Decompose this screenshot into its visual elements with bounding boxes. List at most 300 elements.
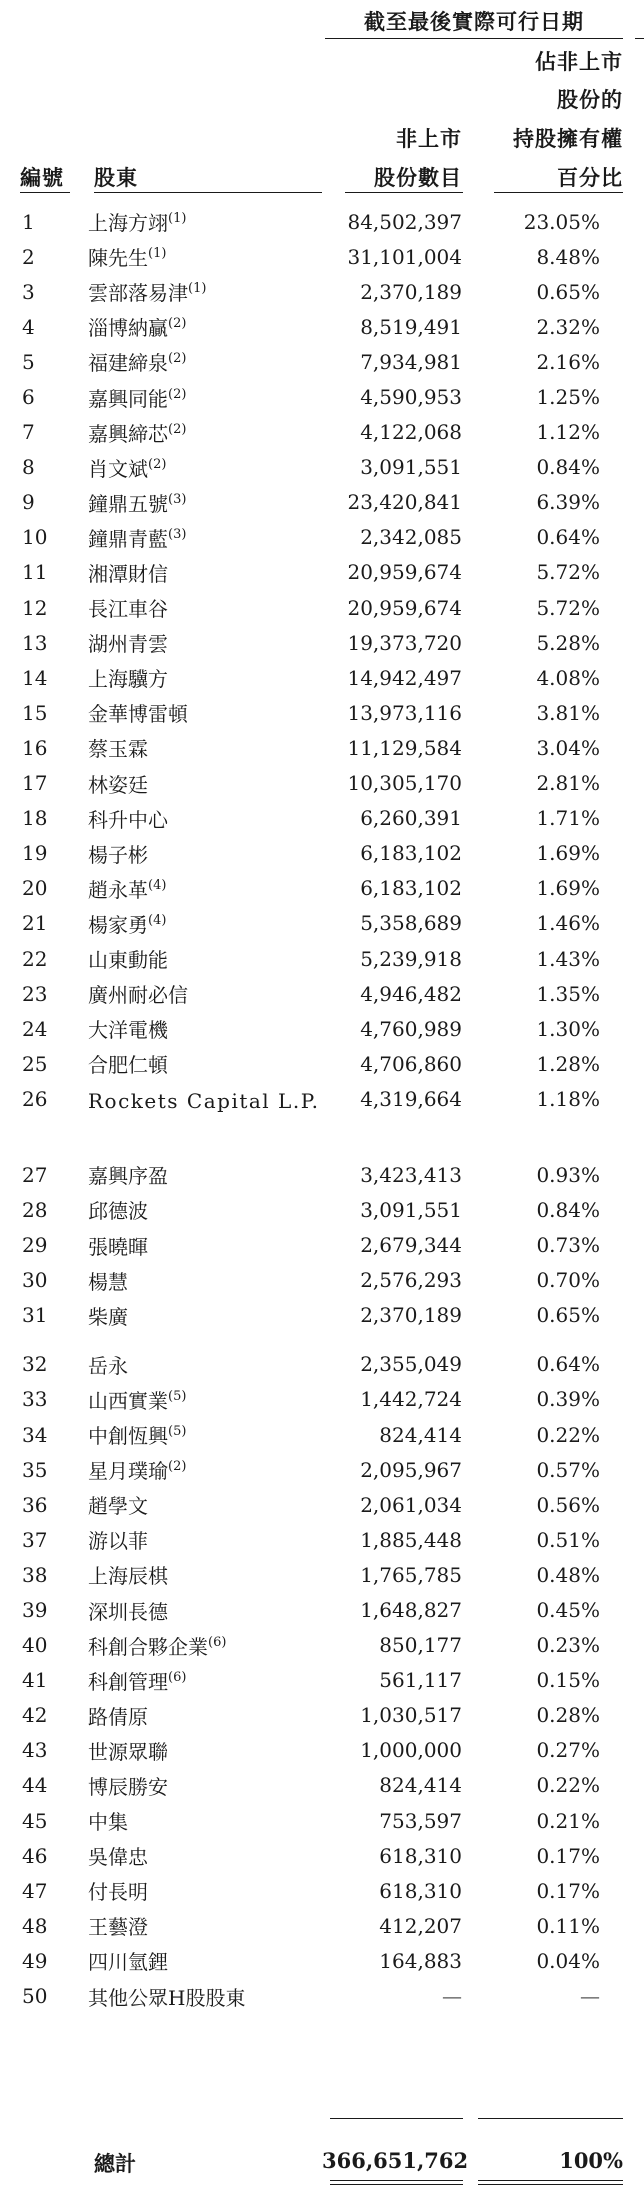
col-no-header-rule	[20, 192, 70, 193]
shares-subtotal-rule	[330, 2118, 463, 2119]
ownership-percentage: 0.23%	[536, 1633, 600, 1658]
row-number: 13	[22, 630, 48, 655]
footnote-marker: (2)	[168, 316, 187, 332]
shareholder-name: 湘潭財信	[88, 561, 168, 586]
row-number: 10	[22, 525, 48, 550]
right-margin-cell	[600, 379, 644, 414]
share-count: 8,519,491	[360, 314, 462, 339]
table-row	[0, 1943, 644, 1978]
table-row	[0, 1663, 644, 1698]
table-row	[0, 555, 644, 590]
shareholder-name-cell	[86, 590, 322, 625]
share-count: 824,414	[379, 1422, 462, 1447]
shareholder-name-cell	[86, 1452, 322, 1487]
shareholder-name: 嘉興締芯	[88, 421, 168, 446]
right-margin-cell	[600, 1908, 644, 1943]
share-count: 10,305,170	[347, 771, 462, 796]
shareholder-name-cell	[86, 239, 322, 274]
right-margin-cell	[600, 1263, 644, 1298]
right-margin-cell	[600, 1663, 644, 1698]
shareholder-name: 付長明	[88, 1880, 148, 1905]
row-number: 24	[22, 1016, 48, 1041]
table-row	[0, 1698, 644, 1733]
ownership-percentage: 1.28%	[536, 1051, 600, 1076]
table-row	[0, 1452, 644, 1487]
shareholder-name-cell	[86, 695, 322, 730]
footnote-marker: (2)	[168, 351, 187, 367]
shareholder-name-cell	[86, 1046, 322, 1081]
shareholder-name: 林姿廷	[88, 772, 148, 797]
shareholder-name-cell	[86, 1663, 322, 1698]
shareholder-name-cell	[86, 1263, 322, 1298]
right-margin-cell	[600, 1873, 644, 1908]
ownership-percentage: 0.17%	[536, 1843, 600, 1868]
table-row	[0, 906, 644, 941]
table-row	[0, 836, 644, 871]
row-number: 31	[22, 1303, 48, 1328]
ownership-percentage: 0.22%	[536, 1773, 600, 1798]
footnote-marker: (4)	[148, 912, 167, 928]
row-number: 28	[22, 1197, 48, 1222]
share-count: 2,679,344	[360, 1233, 462, 1258]
row-number: 18	[22, 806, 48, 831]
table-row	[0, 379, 644, 414]
right-margin-cell	[600, 1452, 644, 1487]
footnote-marker: (2)	[168, 1459, 187, 1475]
row-number: 38	[22, 1562, 48, 1587]
share-count: 20,959,674	[347, 560, 462, 585]
shareholder-name: 長江車谷	[88, 597, 168, 622]
share-count: 2,355,049	[360, 1352, 462, 1377]
table-row	[0, 1873, 644, 1908]
ownership-percentage: 1.46%	[536, 911, 600, 936]
share-count: 23,420,841	[347, 490, 462, 515]
row-number: 34	[22, 1422, 48, 1447]
ownership-percentage: 0.28%	[536, 1703, 600, 1728]
table-row	[0, 801, 644, 836]
row-number: 4	[22, 314, 35, 339]
right-margin-cell	[600, 1011, 644, 1046]
row-number: 48	[22, 1913, 48, 1938]
share-count: 618,310	[379, 1878, 462, 1903]
right-margin-cell	[600, 204, 644, 239]
share-count: 1,030,517	[360, 1703, 462, 1728]
row-number: 7	[22, 420, 35, 445]
right-margin-cell	[600, 239, 644, 274]
row-number: 45	[22, 1808, 48, 1833]
footnote-marker: (6)	[168, 1669, 187, 1685]
ownership-percentage: 0.65%	[536, 1303, 600, 1328]
shareholder-name-cell	[86, 1157, 322, 1192]
share-count: 5,358,689	[360, 911, 462, 936]
table-row	[0, 1298, 644, 1333]
shareholder-name: 山東動能	[88, 948, 168, 973]
shareholder-name-cell	[86, 555, 322, 590]
col-shares-header-line1: 非上市	[396, 126, 462, 151]
right-margin-cell	[600, 1081, 644, 1157]
row-number: 5	[22, 349, 35, 374]
ownership-percentage: 5.28%	[536, 630, 600, 655]
row-number: 41	[22, 1668, 48, 1693]
row-number: 17	[22, 771, 48, 796]
period-header: 截至最後實際可行日期	[364, 9, 584, 34]
right-margin-cell	[600, 1157, 644, 1192]
share-count: 6,183,102	[360, 841, 462, 866]
shareholder-name-cell	[86, 274, 322, 309]
shareholder-name-cell	[86, 1522, 322, 1557]
share-count: 1,765,785	[360, 1562, 462, 1587]
shareholder-name: 博辰勝安	[88, 1774, 168, 1799]
row-number: 49	[22, 1948, 48, 1973]
row-number: 50	[22, 1984, 48, 2009]
table-row	[0, 415, 644, 450]
share-count: 4,706,860	[360, 1051, 462, 1076]
shareholder-name-cell	[86, 801, 322, 836]
shareholder-name: 上海辰棋	[88, 1564, 168, 1589]
table-row	[0, 871, 644, 906]
share-count: 2,342,085	[360, 525, 462, 550]
right-margin-cell	[600, 1803, 644, 1838]
row-number: 14	[22, 665, 48, 690]
row-number: 22	[22, 946, 48, 971]
ownership-percentage: 0.21%	[536, 1808, 600, 1833]
footnote-marker: (1)	[188, 281, 207, 297]
shareholder-name: 柴廣	[88, 1304, 128, 1329]
shareholder-name-cell	[86, 836, 322, 871]
shareholder-name: 金華博雷頓	[88, 702, 188, 727]
row-number: 35	[22, 1457, 48, 1482]
period-header-rule-continuation	[635, 38, 644, 39]
ownership-percentage: 1.43%	[536, 946, 600, 971]
share-count: 850,177	[379, 1633, 462, 1658]
shareholder-name-cell	[86, 906, 322, 941]
row-number: 46	[22, 1843, 48, 1868]
share-count: 824,414	[379, 1773, 462, 1798]
right-margin-cell	[600, 590, 644, 625]
row-number: 21	[22, 911, 48, 936]
share-count: 2,576,293	[360, 1268, 462, 1293]
right-margin-cell	[600, 1838, 644, 1873]
share-count: 4,946,482	[360, 981, 462, 1006]
right-margin-cell	[600, 555, 644, 590]
row-number: 15	[22, 700, 48, 725]
ownership-percentage: 0.27%	[536, 1738, 600, 1763]
table-row	[0, 625, 644, 660]
table-row	[0, 1011, 644, 1046]
ownership-percentage: 5.72%	[536, 560, 600, 585]
shareholder-name: 嘉興序盈	[88, 1164, 168, 1189]
table-row	[0, 309, 644, 344]
shareholder-name-cell	[86, 309, 322, 344]
ownership-percentage: 0.70%	[536, 1268, 600, 1293]
right-margin-cell	[600, 906, 644, 941]
share-count: 11,129,584	[347, 735, 462, 760]
shareholder-name-cell	[86, 1557, 322, 1592]
table-row	[0, 1192, 644, 1227]
shareholder-name-cell	[86, 1192, 322, 1227]
col-shareholder-header: 股東	[94, 165, 138, 190]
shareholder-name: 科升中心	[88, 807, 168, 832]
shareholder-name: 合肥仁頓	[88, 1053, 168, 1078]
period-header-rule	[325, 38, 623, 39]
ownership-percentage: 4.08%	[536, 665, 600, 690]
table-row	[0, 1228, 644, 1263]
shareholder-name-cell	[86, 1228, 322, 1263]
shareholder-name: 游以菲	[88, 1529, 148, 1554]
shareholder-name: 科創管理	[88, 1669, 168, 1694]
row-number: 30	[22, 1268, 48, 1293]
shareholder-name-cell	[86, 379, 322, 414]
footnote-marker: (3)	[168, 491, 187, 507]
row-number: 33	[22, 1387, 48, 1412]
shareholder-name-cell	[86, 660, 322, 695]
shareholder-name: 張曉暉	[88, 1234, 148, 1259]
table-row	[0, 1382, 644, 1417]
shareholder-name-cell	[86, 1768, 322, 1803]
table-row	[0, 1979, 644, 2014]
row-number: 6	[22, 385, 35, 410]
col-shareholder-header-rule	[94, 192, 322, 193]
shareholder-name-cell	[86, 625, 322, 660]
shareholder-name-cell	[86, 1417, 322, 1452]
shareholder-name: 鐘鼎青藍	[88, 526, 168, 551]
shareholder-name-cell	[86, 976, 322, 1011]
share-count: 561,117	[379, 1668, 462, 1693]
right-margin-cell	[600, 450, 644, 485]
row-number: 29	[22, 1233, 48, 1258]
share-count: —	[442, 1984, 462, 2009]
ownership-percentage: 6.39%	[536, 490, 600, 515]
share-count: 164,883	[379, 1948, 462, 1973]
row-number: 2	[22, 244, 35, 269]
table-row	[0, 1487, 644, 1522]
table-row	[0, 485, 644, 520]
shareholder-name: 福建締泉	[88, 351, 168, 376]
shareholder-name: 王藝澄	[88, 1915, 148, 1940]
shareholder-name: 上海方翊	[88, 211, 168, 236]
shareholder-name: 大洋電機	[88, 1018, 168, 1043]
ownership-percentage: 0.73%	[536, 1233, 600, 1258]
shareholder-name: 岳永	[88, 1353, 128, 1378]
col-pct-header-rule	[494, 192, 623, 193]
shareholder-name: 鐘鼎五號	[88, 491, 168, 516]
right-margin-cell	[600, 1733, 644, 1768]
shareholder-name: 中創恆興	[88, 1424, 168, 1449]
col-shares-header-rule	[345, 192, 463, 193]
table-row	[0, 660, 644, 695]
ownership-percentage: 2.81%	[536, 771, 600, 796]
share-count: 3,423,413	[360, 1162, 462, 1187]
shareholding-rows	[0, 204, 644, 2014]
table-row	[0, 274, 644, 309]
share-count: 1,648,827	[360, 1598, 462, 1623]
ownership-percentage: 1.35%	[536, 981, 600, 1006]
share-count: 3,091,551	[360, 1197, 462, 1222]
share-count: 4,760,989	[360, 1016, 462, 1041]
ownership-percentage: 1.71%	[536, 806, 600, 831]
shareholder-name-cell	[86, 344, 322, 379]
ownership-percentage: 1.69%	[536, 841, 600, 866]
pct-subtotal-rule	[478, 2118, 623, 2119]
row-number: 43	[22, 1738, 48, 1763]
shareholder-name: 楊慧	[88, 1269, 128, 1294]
shareholder-name-cell	[86, 1081, 322, 1157]
shareholder-name-cell	[86, 871, 322, 906]
right-margin-cell	[600, 976, 644, 1011]
right-margin-cell	[600, 274, 644, 309]
right-margin-cell	[600, 520, 644, 555]
shareholder-name-cell	[86, 1592, 322, 1627]
table-row	[0, 1733, 644, 1768]
shareholder-name: 科創合夥企業	[88, 1634, 208, 1659]
shareholder-name: 淄博納贏	[88, 316, 168, 341]
right-margin-cell	[600, 1592, 644, 1627]
table-row	[0, 1081, 644, 1157]
right-margin-cell	[600, 1192, 644, 1227]
shareholder-name-cell	[86, 1979, 322, 2014]
ownership-percentage: 0.17%	[536, 1878, 600, 1903]
shareholder-name-cell	[86, 1943, 322, 1978]
ownership-percentage: 0.48%	[536, 1562, 600, 1587]
shareholder-name-cell	[86, 1838, 322, 1873]
right-margin-cell	[600, 836, 644, 871]
right-margin-cell	[600, 660, 644, 695]
shareholder-name-cell	[86, 415, 322, 450]
right-margin-cell	[600, 1298, 644, 1333]
footnote-marker: (5)	[168, 1424, 187, 1440]
shareholder-name-cell	[86, 1908, 322, 1943]
footnote-marker: (2)	[148, 456, 167, 472]
ownership-percentage: 1.30%	[536, 1016, 600, 1041]
right-margin-cell	[600, 1698, 644, 1733]
row-number: 12	[22, 595, 48, 620]
shareholder-name-cell	[86, 1698, 322, 1733]
shareholder-name: 上海驥方	[88, 667, 168, 692]
table-row	[0, 1522, 644, 1557]
right-margin-cell	[600, 485, 644, 520]
right-margin-cell	[600, 1943, 644, 1978]
table-row	[0, 1803, 644, 1838]
row-number: 32	[22, 1352, 48, 1377]
right-margin-cell	[600, 1417, 644, 1452]
right-margin-cell	[600, 1557, 644, 1592]
right-margin-cell	[600, 1487, 644, 1522]
ownership-percentage: —	[580, 1984, 600, 2009]
ownership-percentage: 0.51%	[536, 1527, 600, 1552]
shareholder-name: 星月璞瑜	[88, 1459, 168, 1484]
shareholder-name-cell	[86, 1803, 322, 1838]
table-row	[0, 1557, 644, 1592]
row-number: 8	[22, 455, 35, 480]
total-pct: 100%	[559, 2148, 623, 2173]
right-margin-cell	[600, 1628, 644, 1663]
table-row	[0, 1263, 644, 1298]
right-margin-cell	[600, 1228, 644, 1263]
right-margin-cell	[600, 415, 644, 450]
row-number: 25	[22, 1051, 48, 1076]
share-count: 1,000,000	[360, 1738, 462, 1763]
col-pct-header-line2: 股份的	[557, 87, 623, 112]
footnote-marker: (1)	[148, 246, 167, 262]
shareholder-name: 嘉興同能	[88, 386, 168, 411]
table-row	[0, 1157, 644, 1192]
shareholder-name: 山西實業	[88, 1388, 168, 1413]
shareholder-name: 雲部落易津	[88, 281, 188, 306]
right-margin-cell	[600, 766, 644, 801]
ownership-percentage: 0.39%	[536, 1387, 600, 1412]
shareholder-name: 蔡玉霖	[88, 737, 148, 762]
right-margin-cell	[600, 625, 644, 660]
ownership-percentage: 0.57%	[536, 1457, 600, 1482]
ownership-percentage: 0.84%	[536, 455, 600, 480]
table-row	[0, 976, 644, 1011]
share-count: 753,597	[379, 1808, 462, 1833]
ownership-percentage: 0.04%	[536, 1948, 600, 1973]
table-row	[0, 730, 644, 765]
col-pct-header-line3: 持股擁有權	[513, 126, 623, 151]
row-number: 3	[22, 279, 35, 304]
table-row	[0, 204, 644, 239]
table-row	[0, 520, 644, 555]
right-margin-cell	[600, 801, 644, 836]
row-number: 1	[22, 209, 35, 234]
shareholder-name: 世源眾聯	[88, 1739, 168, 1764]
ownership-percentage: 0.65%	[536, 279, 600, 304]
ownership-percentage: 3.81%	[536, 700, 600, 725]
shareholder-name-cell	[86, 941, 322, 976]
share-count: 4,590,953	[360, 385, 462, 410]
shareholder-name-cell	[86, 1487, 322, 1522]
table-row	[0, 695, 644, 730]
footnote-marker: (5)	[168, 1388, 187, 1404]
share-count: 412,207	[379, 1913, 462, 1938]
ownership-percentage: 1.12%	[536, 420, 600, 445]
col-pct-header-line4: 百分比	[557, 165, 623, 190]
row-number: 42	[22, 1703, 48, 1728]
shareholding-table	[0, 204, 644, 2014]
right-margin-cell	[600, 1382, 644, 1417]
table-row	[0, 239, 644, 274]
share-count: 19,373,720	[347, 630, 462, 655]
ownership-percentage: 1.25%	[536, 385, 600, 410]
shareholder-name-cell	[86, 766, 322, 801]
share-count: 1,442,724	[360, 1387, 462, 1412]
shares-total-double-rule	[330, 2180, 463, 2185]
table-row	[0, 1908, 644, 1943]
footnote-marker: (4)	[148, 877, 167, 893]
share-count: 4,122,068	[360, 420, 462, 445]
ownership-percentage: 0.64%	[536, 1352, 600, 1377]
footnote-marker: (2)	[168, 386, 187, 402]
shareholder-name: 其他公眾H股股東	[88, 1985, 246, 2010]
ownership-percentage: 3.04%	[536, 735, 600, 760]
ownership-percentage: 2.16%	[536, 349, 600, 374]
footnote-marker: (1)	[168, 211, 187, 227]
group-gap	[0, 1333, 644, 1347]
table-row	[0, 1768, 644, 1803]
shareholder-name: 路倩原	[88, 1704, 148, 1729]
shareholder-name-cell	[86, 450, 322, 485]
right-margin-cell	[600, 730, 644, 765]
shareholder-name-cell	[86, 1733, 322, 1768]
shareholder-name: 湖州青雲	[88, 632, 168, 657]
right-margin-cell	[600, 1046, 644, 1081]
share-count: 3,091,551	[360, 455, 462, 480]
shareholder-name-cell	[86, 1628, 322, 1663]
shareholder-name-cell	[86, 1873, 322, 1908]
shareholder-name: Rockets Capital L.P.	[88, 1089, 320, 1114]
row-number: 40	[22, 1633, 48, 1658]
